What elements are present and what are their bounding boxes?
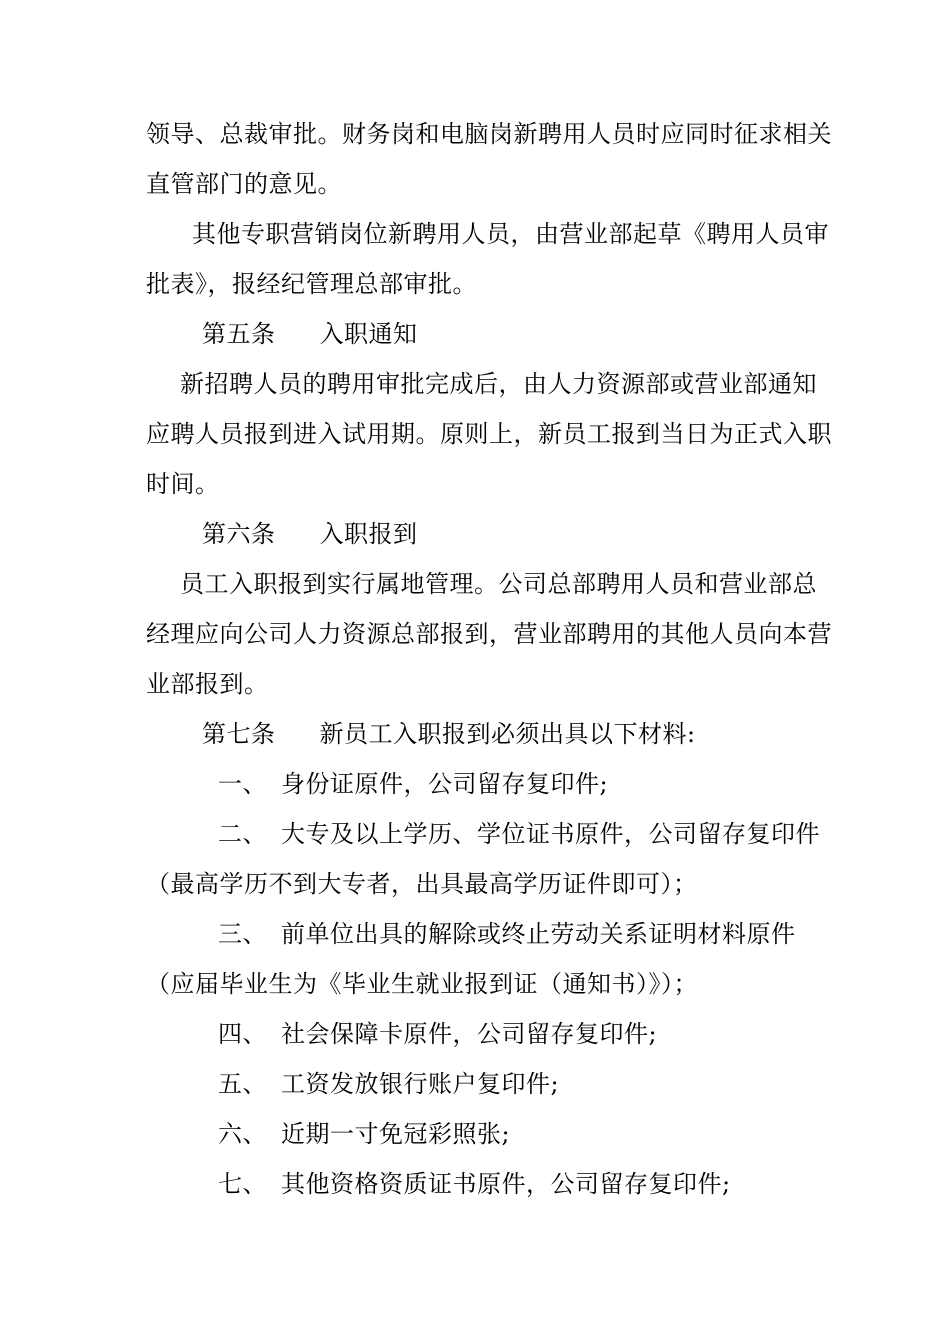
paragraph-line: 员工入职报到实行属地管理。公司总部聘用人员和营业部总 — [180, 570, 817, 598]
list-item — [218, 1068, 898, 1100]
article-heading — [202, 318, 882, 350]
list-item-text: 大专及以上学历、学位证书原件，公司留存复印件 — [281, 820, 820, 848]
list-item-number: 七、 — [218, 1170, 267, 1198]
paragraph-line: 领导、总裁审批。财务岗和电脑岗新聘用人员时应同时征求相关 — [146, 120, 832, 148]
list-item-number: 六、 — [218, 1120, 267, 1148]
list-item-text: 社会保障卡原件，公司留存复印件; — [281, 1020, 658, 1048]
list-item — [218, 1118, 898, 1150]
list-item-number: 三、 — [218, 920, 267, 948]
list-item — [218, 1018, 898, 1050]
list-item-text: 前单位出具的解除或终止劳动关系证明材料原件 — [281, 920, 796, 948]
paragraph-line: 时间。 — [146, 470, 220, 498]
paragraph-line: （最高学历不到大专者，出具最高学历证件即可）； — [146, 870, 698, 898]
paragraph-line: 新招聘人员的聘用审批完成后，由人力资源部或营业部通知 — [180, 370, 817, 398]
article-heading — [202, 718, 882, 750]
article-title: 入职报到 — [319, 520, 418, 548]
list-item-text: 工资发放银行账户复印件; — [281, 1070, 560, 1098]
list-item-number: 一、 — [218, 770, 267, 798]
list-item-text: 身份证原件，公司留存复印件; — [281, 770, 609, 798]
list-item-text: 近期一寸免冠彩照张; — [281, 1120, 511, 1148]
article-title: 新员工入职报到必须出具以下材料: — [319, 720, 696, 748]
list-item-text: 其他资格资质证书原件，公司留存复印件; — [281, 1170, 731, 1198]
list-item-number: 二、 — [218, 820, 267, 848]
paragraph-line: 应聘人员报到进入试用期。原则上，新员工报到当日为正式入职 — [146, 420, 832, 448]
list-item-number: 四、 — [218, 1020, 267, 1048]
list-item — [218, 1168, 898, 1200]
list-item — [218, 818, 898, 850]
list-item — [218, 918, 898, 950]
article-number: 第五条 — [202, 320, 276, 348]
paragraph-line: 经理应向公司人力资源总部报到，营业部聘用的其他人员向本营 — [146, 620, 832, 648]
paragraph-line: 其他专职营销岗位新聘用人员，由营业部起草《聘用人员审 — [192, 220, 829, 248]
list-item-number: 五、 — [218, 1070, 267, 1098]
article-number: 第七条 — [202, 720, 276, 748]
article-heading — [202, 518, 882, 550]
paragraph-line: 批表》，报经纪管理总部审批。 — [146, 270, 477, 298]
list-item — [218, 768, 898, 800]
article-title: 入职通知 — [319, 320, 418, 348]
paragraph-line: （应届毕业生为《毕业生就业报到证（通知书）》）； — [146, 970, 698, 998]
paragraph-line: 业部报到。 — [146, 670, 269, 698]
article-number: 第六条 — [202, 520, 276, 548]
paragraph-line: 直管部门的意见。 — [146, 170, 342, 198]
